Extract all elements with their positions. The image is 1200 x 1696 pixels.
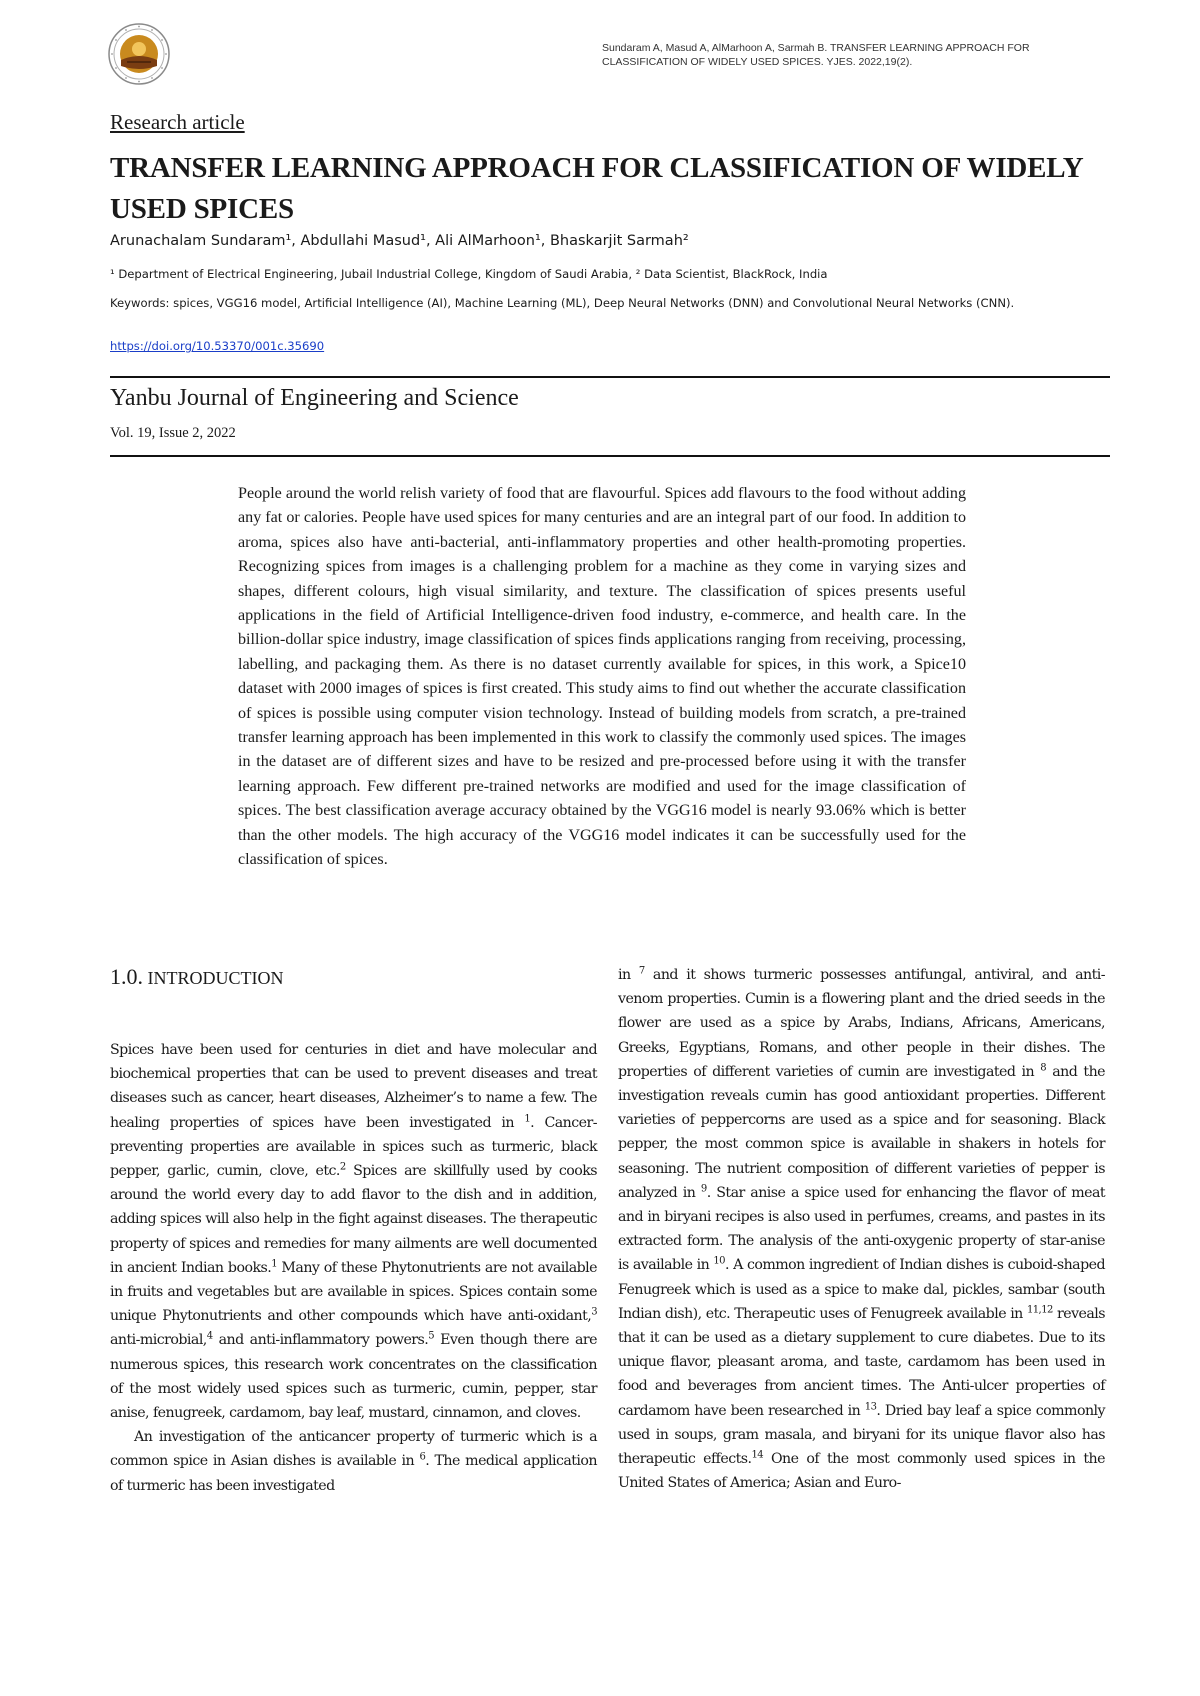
citation-ref: 1 xyxy=(524,1112,531,1124)
paragraph: in $^7$ and it shows turmeric possesses antifungal, antiviral, and anti-venom properties. Cumin is a flowering plant and the dried seeds in the flower are used as a spice by Arabs, Indians, Africans, Americans, Greeks, Egyptians, Romans, and other people in their dishes. The properties of different varieties of cumin are investigated in $^8$ and the investigation reveals cumin has good antioxidant properties. Different varieties of peppercorns are used as a spice and for seasoning. Black pepper, the most common spice is available in shakers in hotels for seasoning. The nutrient composition of different varieties of pepper is analyzed in $^9$. Star anise a spice used for enhancing the flavor of meat and in biryani recipes is also used in perfumes, creams, and pastes in its extracted form. The analysis of the anti-oxygenic property of star-anise is available in $^{10}$. A common ingredient of Indian dishes is cuboid-shaped Fenugreek which is used as a spice to make dal, pickles, sambar (south Indian dish), etc. Therapeutic uses of Fenugreek available in $^{11,12}$ reveals that it can be used as a dietary supplement to cure diabetes. Due to its unique flavor, pleasant aroma, and taste, cardamom has been used in food and beverages from ancient times. The Anti-ulcer properties of cardamom have been researched in $^{13}$. Dried bay leaf a spice commonly used in soups, gram masala, and biryani for its unique flavor also has therapeutic effects.$^{14}$ One of the most commonly used spices in the United States of America; Asian and Euro- xyxy=(618,965,1106,1492)
journal-volume: Vol. 19, Issue 2, 2022 xyxy=(110,425,236,441)
header-rule-top xyxy=(110,376,1110,378)
citation-ref: 6 xyxy=(419,1451,426,1463)
doi-link[interactable]: https://doi.org/10.53370/001c.35690 xyxy=(110,339,325,353)
paragraph: An investigation of the anticancer property of turmeric which is a common spice in Asian dishes is available in $^6$. The medical application of turmeric has been investigated xyxy=(110,1429,598,1494)
article-title: TRANSFER LEARNING APPROACH FOR CLASSIFICATION OF WIDELY USED SPICES xyxy=(110,152,1083,225)
keywords: Keywords: spices, VGG16 model, Artificial Intelligence (AI), Machine Learning (ML), Deep Neural Networks (DNN) and Convolutional Neural Networks (CNN). xyxy=(110,296,1015,310)
citation-ref: 13 xyxy=(864,1400,877,1412)
citation-ref: 14 xyxy=(751,1449,764,1461)
body-column-left xyxy=(110,963,597,1498)
citation-ref: 2 xyxy=(339,1161,346,1173)
author-list: Arunachalam Sundaram¹, Abdullahi Masud¹, Ali AlMarhoon¹, Bhaskarjit Sarmah² xyxy=(110,233,689,249)
citation-ref: 1 xyxy=(271,1258,278,1270)
citation-ref: 3 xyxy=(591,1306,597,1318)
section-number: 1.0. xyxy=(110,964,143,989)
citation-ref: 7 xyxy=(638,965,645,977)
citation-ref: 4 xyxy=(206,1330,213,1342)
citation-ref: 9 xyxy=(700,1183,707,1195)
section-title: INTRODUCTION xyxy=(147,968,284,988)
citation-ref: 10 xyxy=(713,1255,725,1267)
affiliations: ¹ Department of Electrical Engineering, Jubail Industrial College, Kingdom of Saudi Arabia, ² Data Scientist, BlackRock, India xyxy=(110,267,828,281)
article-type-label: Research article xyxy=(110,110,245,134)
header-rule-bottom xyxy=(110,455,1110,457)
citation-ref: 11,12 xyxy=(1026,1304,1053,1316)
section-heading-introduction xyxy=(110,963,597,992)
running-header-citation: Sundaram A, Masud A, AlMarhoon A, Sarmah B. TRANSFER LEARNING APPROACH FOR CLASSIFICATION OF WIDELY USED SPICES. YJES. 2022,19(2). xyxy=(602,42,1030,68)
journal-name: Yanbu Journal of Engineering and Science xyxy=(110,385,519,411)
paragraph: Spices have been used for centuries in diet and have molecular and biochemical properties that can be used to prevent diseases and treat diseases such as cancer, heart diseases, Alzheimer’s to name a few. The healing properties of spices have been investigated in $^1$. Cancer-preventing properties are available in spices such as turmeric, black pepper, garlic, cumin, clove, etc.$^2$ Spices are skillfully used by cooks around the world every day to add flavor to the dish and in addition, adding spices will also help in the fight against diseases. The therapeutic property of spices and remedies for many ailments are well documented in ancient Indian books.$^1$ Many of these Phytonutrients are not available in fruits and vegetables but are available in spices. Spices contain some unique Phytonutrients and other compounds which have anti-oxidant,$^3$ anti-microbial,$^4$ and anti-inflammatory powers.$^5$ Even though there are numerous spices, this research work concentrates on the classification of the most widely used spices such as turmeric, cumin, pepper, star anise, fenugreek, cardamom, bay leaf, mustard, cinnamon, and cloves. xyxy=(110,1042,597,1422)
body-column-right xyxy=(618,963,1105,1495)
citation-ref: 5 xyxy=(428,1330,435,1342)
journal-seal-logo xyxy=(107,22,171,86)
abstract: People around the world relish variety of food that are flavourful. Spices add flavours to the food without adding any fat or calories. People have used spices for many centuries and are an integral part of our food. In addition to aroma, spices also have anti-bacterial, anti-inflammatory properties and other health-promoting properties. Recognizing spices from images is a challenging problem for a machine as they come in varying sizes and shapes, different colours, high visual similarity, and texture. The classification of spices presents useful applications in the field of Artificial Intelligence-driven food industry, e-commerce, and health care. In the billion-dollar spice industry, image classification of spices finds applications ranging from receiving, processing, labelling, and packaging them. As there is no dataset currently available for spices, in this work, a Spice10 dataset with 2000 images of spices is first created. This study aims to find out whether the accurate classification of spices is possible using computer vision technology. Instead of building models from scratch, a pre-trained transfer learning approach has been implemented in this work to classify the commonly used spices. The images in the dataset are of different sizes and have to be resized and pre-processed before using it with the transfer learning approach. Few different pre-trained networks are modified and used for the image classification of spices. The best classification average accuracy obtained by the VGG16 model is nearly 93.06% which is better than the other models. The high accuracy of the VGG16 model indicates it can be successfully used for the classification of spices. xyxy=(238,485,966,869)
citation-ref: 8 xyxy=(1040,1062,1047,1074)
